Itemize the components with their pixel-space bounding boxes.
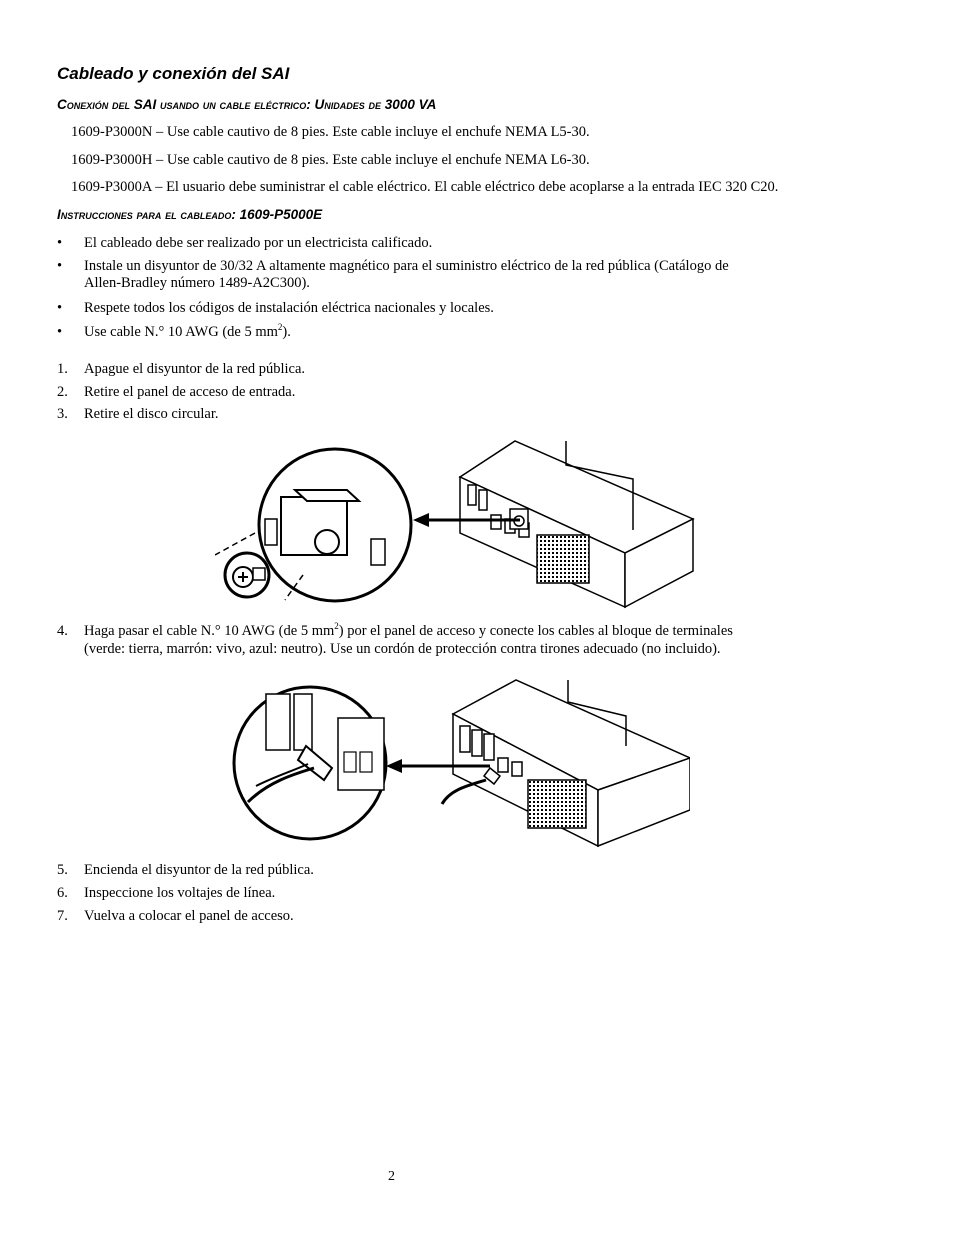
bullet-marker: • [57,235,63,251]
section-title: Cableado y conexión del SAI [57,64,290,83]
subsection-title-part: SAI [133,97,157,112]
bullet-marker: • [57,258,63,274]
bullet-text-part: Use cable N.° 10 AWG (de 5 mm [84,324,278,340]
figure-remove-disk [215,435,700,610]
step-text [84,623,844,640]
step-text: Vuelva a colocar el panel de acceso. [84,908,294,924]
ups-unit-illustration [442,680,690,846]
detail-circle-illustration [234,687,386,839]
model-line-n: 1609-P3000N – Use cable cautivo de 8 pies. Este cable incluye el enchufe NEMA L5-30. [71,124,590,140]
step-number: 5. [57,862,68,878]
bullet-text-part: ). [282,324,291,340]
step-number: 3. [57,406,68,422]
bullet-marker: • [57,300,63,316]
step-text-part: Haga pasar el cable N.° 10 AWG (de 5 mm [84,623,335,639]
subsection-title-part: usando un cable eléctrico: Unidades de [156,97,385,112]
step-number: 7. [57,908,68,924]
step-number: 1. [57,361,68,377]
subsection-title-wiring [57,207,322,222]
step-number: 6. [57,885,68,901]
subsection-title-part: 1609-P5000E [239,207,323,222]
figure-connect-cable [228,676,690,848]
bullet-marker: • [57,324,63,340]
bullet-text: Respete todos los códigos de instalación eléctrica nacionales y locales. [84,300,494,316]
screw-icon [225,553,269,597]
subsection-title-part: Instrucciones para el cableado: [57,207,240,222]
model-line-a: 1609-P3000A – El usuario debe suministrar el cable eléctrico. El cable eléctrico debe acoplarse a la entrada IEC 320 C20. [71,179,779,195]
subsection-title-connection [57,97,436,112]
step-number: 2. [57,384,68,400]
subsection-title-part: Conexión del [57,97,134,112]
superscript: 2 [277,322,283,333]
step-text: Apague el disyuntor de la red pública. [84,361,306,377]
bullet-text [84,324,844,341]
step-text: Retire el panel de acceso de entrada. [84,384,296,400]
superscript: 2 [334,621,339,632]
model-line-h: 1609-P3000H – Use cable cautivo de 8 pies. Este cable incluye el enchufe NEMA L6-30. [71,152,590,168]
step-text: Encienda el disyuntor de la red pública. [84,862,314,878]
step-number: 4. [57,623,68,639]
page-number: 2 [388,1169,395,1184]
ups-unit-illustration [460,441,693,607]
bullet-text: Allen-Bradley número 1489-A2C300). [84,275,310,291]
step-text-part: ) por el panel de acceso y conecte los cables al bloque de terminales [338,623,733,639]
step-text: Retire el disco circular. [84,406,219,422]
step-text: Inspeccione los voltajes de línea. [84,885,276,901]
step-text: (verde: tierra, marrón: vivo, azul: neutro). Use un cordón de protección contra tirones adecuado (no incluido). [84,641,721,657]
bullet-text: El cableado debe ser realizado por un electricista calificado. [84,235,433,251]
bullet-text: Instale un disyuntor de 30/32 A altamente magnético para el suministro eléctrico de la red pública (Catálogo de [84,258,729,274]
subsection-title-part: 3000 VA [384,97,437,112]
